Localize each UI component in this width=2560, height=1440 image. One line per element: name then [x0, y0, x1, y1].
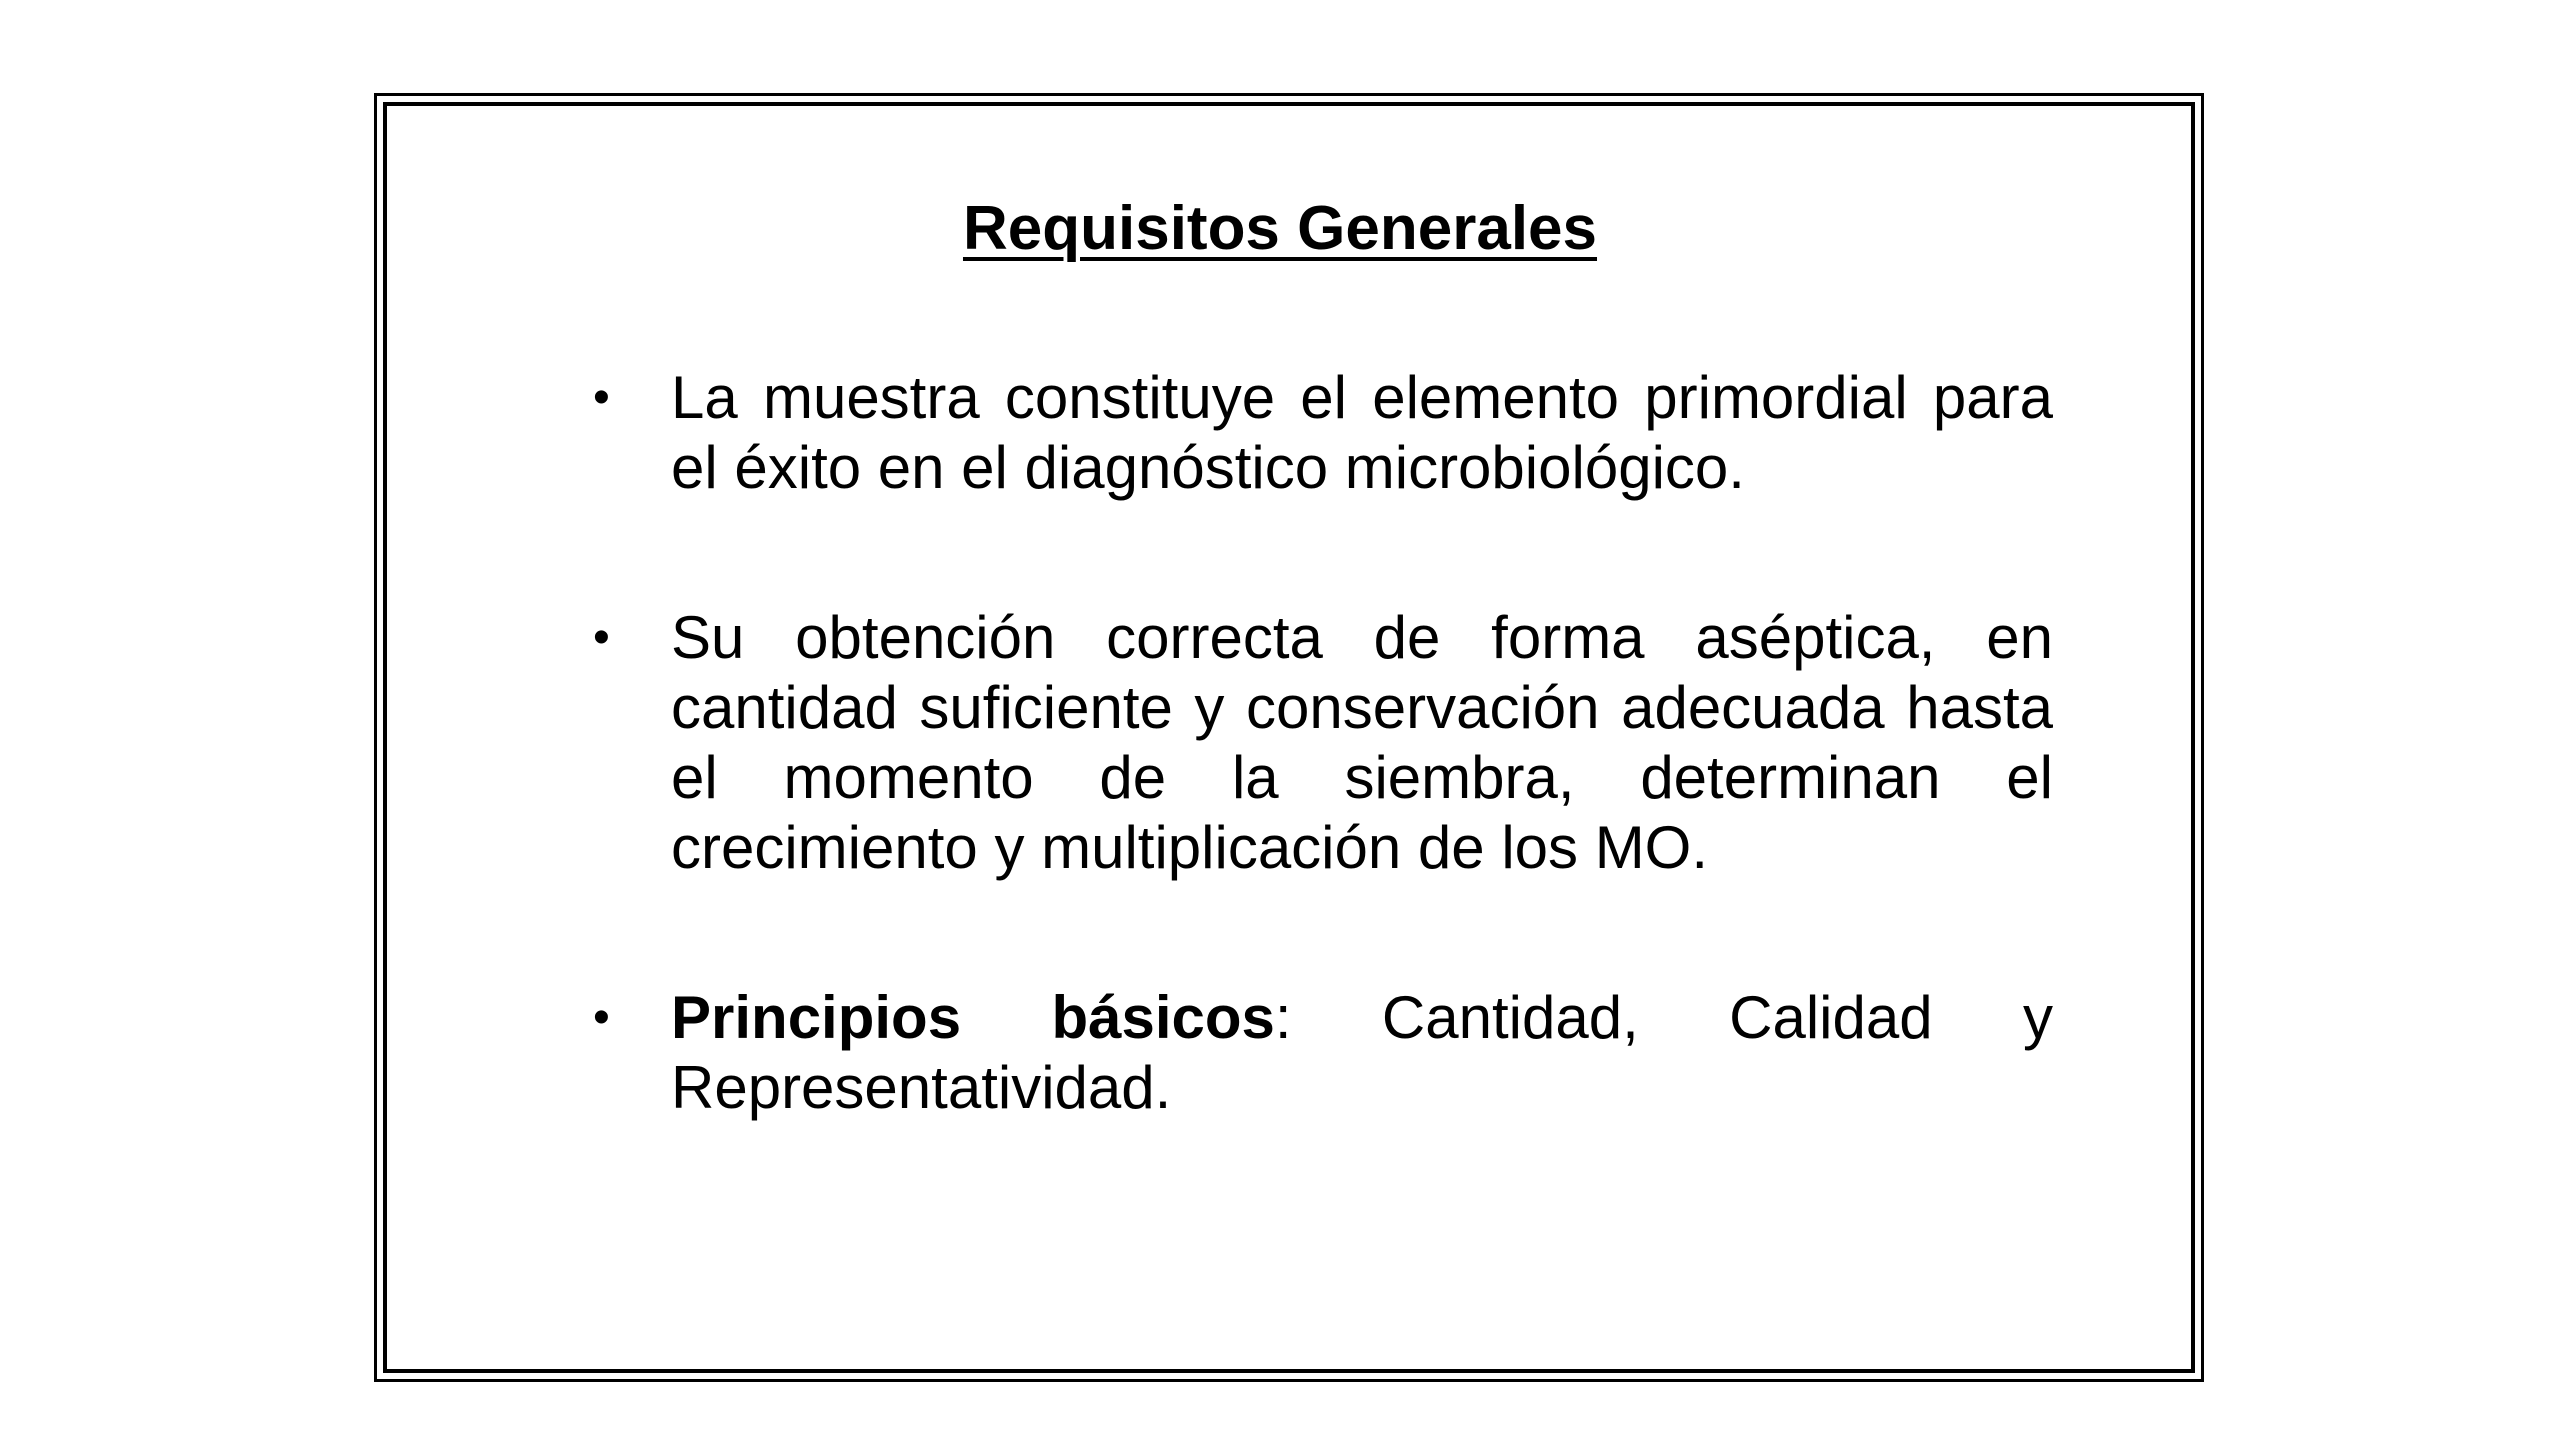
bullet-dot-icon: • — [593, 371, 610, 424]
bullet-text: Su obtención correcta de forma aséptica, en cantidad suficiente y conservación adecuada hasta el momento de la siembra, determinan el crecimiento y multiplicación de los MO. — [671, 604, 2053, 881]
bullet-item-principios — [593, 983, 2053, 1123]
bullet-dot-icon: • — [593, 611, 610, 664]
bullet-dot-icon: • — [593, 991, 610, 1044]
bullet-item-obtencion — [593, 603, 2053, 883]
bullet-text: La muestra constituye el elemento primordial para el éxito en el diagnóstico microbiológico. — [671, 364, 2053, 501]
bullet-text: : Cantidad, Calidad y Representatividad. — [671, 984, 2053, 1121]
slide-title: Requisitos Generales — [962, 194, 1598, 263]
bullet-item-muestra — [593, 363, 2053, 503]
bullet-bold-label: Principios básicos — [671, 984, 1275, 1051]
bullet-list — [593, 363, 2053, 1223]
